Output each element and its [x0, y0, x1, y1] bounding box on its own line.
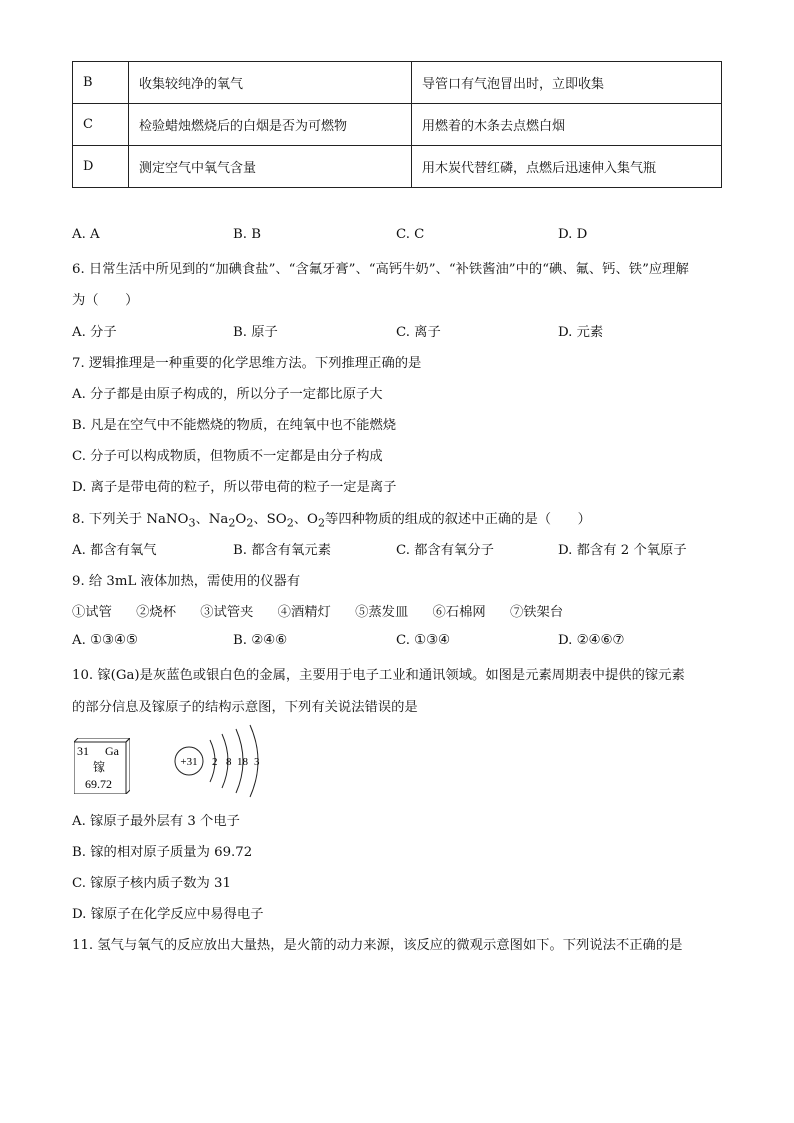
q10-stem-line1: 10. 镓(Ga)是灰蓝色或银白色的金属，主要用于电子工业和通讯领域。如图是元素周期表中提供的镓元素 — [72, 668, 685, 683]
table-cell-label: C — [73, 104, 129, 146]
q8-stem-part: 等四种物质的组成的叙述中正确的是（ ） — [325, 512, 591, 527]
options-table — [72, 61, 722, 188]
table-cell-purpose: 收集较纯净的氧气 — [129, 62, 412, 104]
shell-electrons: 3 — [254, 756, 260, 768]
shell-electrons: 18 — [237, 756, 248, 768]
option-c: C. 都含有氧分子 — [396, 543, 494, 558]
table-cell-method: 导管口有气泡冒出时，立即收集 — [412, 62, 722, 104]
q8-stem-part: 8. 下列关于 NaNO — [72, 512, 189, 527]
q7-option-a: A. 分子都是由原子构成的，所以分子一定都比原子大 — [72, 387, 383, 402]
q9-stem: 9. 给 3mL 液体加热，需使用的仪器有 — [72, 574, 301, 589]
q10-stem-line2: 的部分信息及镓原子的结构示意图，下列有关说法错误的是 — [72, 700, 418, 715]
shell-electrons: 2 — [212, 756, 218, 768]
subscript: 2 — [228, 516, 236, 530]
subscript: 2 — [317, 516, 326, 530]
option-b: B. 原子 — [233, 325, 278, 340]
instrument-item: ②烧杯 — [136, 605, 177, 620]
q6-stem-line2: 为（ ） — [72, 293, 139, 308]
atom-structure-diagram — [172, 724, 272, 800]
q7-option-c: C. 分子可以构成物质，但物质不一定都是由分子构成 — [72, 449, 383, 464]
table-cell-label: D — [73, 146, 129, 188]
q7-stem: 7. 逻辑推理是一种重要的化学思维方法。下列推理正确的是 — [72, 356, 422, 371]
q8-stem-part: 、Na — [195, 512, 229, 527]
q7-option-b: B. 凡是在空气中不能燃烧的物质，在纯氧中也不能燃烧 — [72, 418, 397, 433]
subscript: 2 — [246, 516, 254, 530]
option-a: A. ①③④⑤ — [72, 633, 138, 648]
option-a: A. 分子 — [72, 325, 117, 340]
table-cell-purpose: 检验蜡烛燃烧后的白烟是否为可燃物 — [129, 104, 412, 146]
q8-stem — [72, 508, 591, 530]
table-cell-purpose: 测定空气中氧气含量 — [129, 146, 412, 188]
q8-stem-part: 、SO — [253, 512, 287, 527]
option-c: C. C — [396, 227, 425, 242]
option-b: B. ②④⑥ — [233, 633, 287, 648]
option-a: A. 都含有氧气 — [72, 543, 157, 558]
instrument-item: ⑤蒸发皿 — [355, 605, 409, 620]
atomic-number: 31 — [77, 744, 89, 758]
option-b: B. B — [233, 227, 261, 242]
q10-option-b: B. 镓的相对原子质量为 69.72 — [72, 845, 253, 860]
option-d: D. 元素 — [558, 325, 604, 340]
shell-electrons: 8 — [226, 756, 232, 768]
option-c: C. 离子 — [396, 325, 441, 340]
instrument-item: ⑦铁架台 — [509, 605, 564, 620]
instrument-item: ④酒精灯 — [277, 605, 331, 620]
element-name: 镓 — [93, 760, 106, 774]
option-a: A. A — [72, 227, 100, 242]
q7-option-d: D. 离子是带电荷的粒子，所以带电荷的粒子一定是离子 — [72, 480, 397, 495]
q11-stem: 11. 氢气与氧气的反应放出大量热，是火箭的动力来源，该反应的微观示意图如下。下列说法不正确的是 — [72, 938, 683, 953]
option-b: B. 都含有氧元素 — [233, 543, 332, 558]
element-symbol: Ga — [105, 744, 119, 758]
q8-stem-part: O — [235, 512, 247, 527]
table-cell-method: 用木炭代替红磷，点燃后迅速伸入集气瓶 — [412, 146, 722, 188]
option-d: D. 都含有 2 个氧原子 — [558, 543, 687, 558]
periodic-table-cell — [74, 738, 130, 794]
q10-option-d: D. 镓原子在化学反应中易得电子 — [72, 907, 264, 922]
instrument-item: ③试管夹 — [200, 605, 254, 620]
nucleus-charge: +31 — [180, 756, 198, 768]
q8-stem-part: 、O — [293, 512, 318, 527]
table-row — [73, 146, 722, 188]
option-d: D. D — [558, 227, 588, 242]
q10-option-c: C. 镓原子核内质子数为 31 — [72, 876, 231, 891]
instrument-item: ⑥石棉网 — [432, 605, 486, 620]
table-cell-label: B — [73, 62, 129, 104]
option-d: D. ②④⑥⑦ — [558, 633, 625, 648]
option-c: C. ①③④ — [396, 633, 450, 648]
q6-stem-line1: 6. 日常生活中所见到的“加碘食盐”、“含氟牙膏”、“高钙牛奶”、“补铁酱油”中的“碘、氟、钙、铁”应理解 — [72, 262, 689, 277]
q9-instrument-list — [72, 601, 583, 620]
atomic-mass: 69.72 — [85, 777, 112, 791]
q10-option-a: A. 镓原子最外层有 3 个电子 — [72, 814, 240, 829]
subscript: 2 — [286, 516, 294, 530]
table-row — [73, 104, 722, 146]
instrument-item: ①试管 — [72, 605, 112, 620]
table-row — [73, 62, 722, 104]
table-cell-method: 用燃着的木条去点燃白烟 — [412, 104, 722, 146]
subscript: 3 — [188, 516, 196, 530]
